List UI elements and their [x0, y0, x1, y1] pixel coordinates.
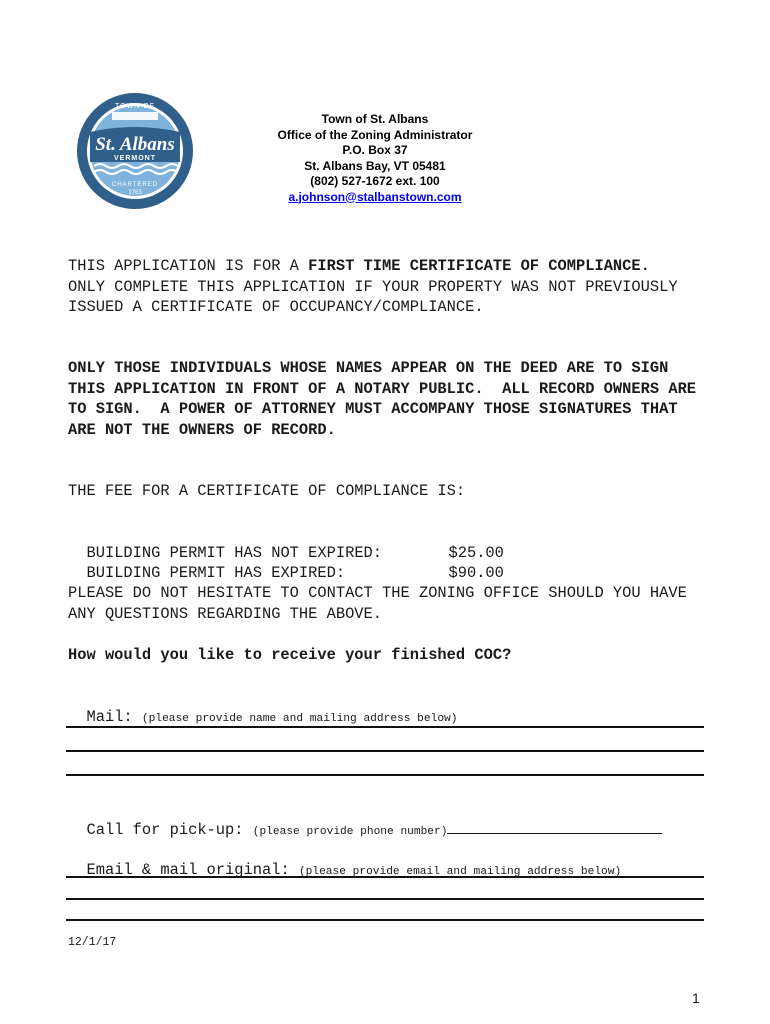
mail-address-line-3[interactable] — [66, 774, 704, 776]
header-email-link[interactable]: a.johnson@stalbanstown.com — [288, 189, 462, 204]
header-po-box: P.O. Box 37 — [342, 143, 408, 157]
notary-notice: ONLY THOSE INDIVIDUALS WHOSE NAMES APPEAR ON THE DEED ARE TO SIGN THIS APPLICATION IN FRONT OF A NOTARY PUBLIC. ALL RECORD OWNERS ARE TO SIGN. A POWER OF ATTORNEY MUST ACCOMPANY THOSE SIGNATURES THAT ARE NOT THE OWNERS OF RECORD. — [68, 359, 706, 439]
town-seal-logo — [76, 92, 194, 210]
email-address-line-2[interactable] — [66, 898, 704, 900]
office-header — [250, 112, 500, 205]
mail-address-line-1[interactable] — [66, 726, 704, 728]
fee-row-expired: BUILDING PERMIT HAS EXPIRED: $90.00 — [86, 563, 504, 582]
header-town: Town of St. Albans — [321, 112, 429, 126]
delivery-question: How would you like to receive your finished COC? — [68, 646, 512, 664]
page-number: 1 — [692, 990, 700, 1006]
phone-number-field[interactable] — [447, 819, 662, 834]
revision-date: 12/1/17 — [68, 936, 117, 949]
email-address-line-3[interactable] — [66, 919, 704, 921]
mail-label: Mail: — [86, 707, 133, 726]
pickup-label: Call for pick-up: — [86, 820, 244, 839]
seal-year: 1763 — [128, 190, 142, 196]
intro-paragraph: THIS APPLICATION IS FOR A FIRST TIME CERTIFICATE OF COMPLIANCE. ONLY COMPLETE THIS APPLICATION IF YOUR PROPERTY WAS NOT PREVIOUSLY ISSUED A CERTIFICATE OF OCCUPANCY/COMPLIANCE. — [68, 257, 687, 316]
contact-paragraph: PLEASE DO NOT HESITATE TO CONTACT THE ZONING OFFICE SHOULD YOU HAVE ANY QUESTIONS REGARDING THE ABOVE. — [68, 584, 697, 623]
fee-heading: THE FEE FOR A CERTIFICATE OF COMPLIANCE IS: — [68, 482, 466, 500]
pickup-option — [68, 798, 698, 842]
header-office: Office of the Zoning Administrator — [277, 127, 473, 142]
pickup-hint: (please provide phone number) — [252, 825, 448, 838]
mail-address-line-2[interactable] — [66, 750, 704, 752]
mail-hint: (please provide name and mailing address below) — [141, 712, 458, 725]
fee-row-not-expired: BUILDING PERMIT HAS NOT EXPIRED: $25.00 — [86, 543, 504, 562]
seal-chartered: CHARTERED — [111, 182, 159, 188]
header-city: St. Albans Bay, VT 05481 — [304, 158, 446, 173]
email-hint: (please provide email and mailing address below) — [298, 865, 622, 878]
header-phone: (802) 527-1672 ext. 100 — [310, 174, 440, 188]
mail-option — [68, 686, 698, 729]
seal-top-text: TOWN OF — [115, 103, 155, 110]
email-label: Email & mail original: — [86, 860, 290, 879]
seal-name: St. Albans — [95, 134, 175, 155]
email-address-line-1[interactable] — [66, 876, 704, 878]
seal-state: VERMONT — [114, 155, 156, 162]
